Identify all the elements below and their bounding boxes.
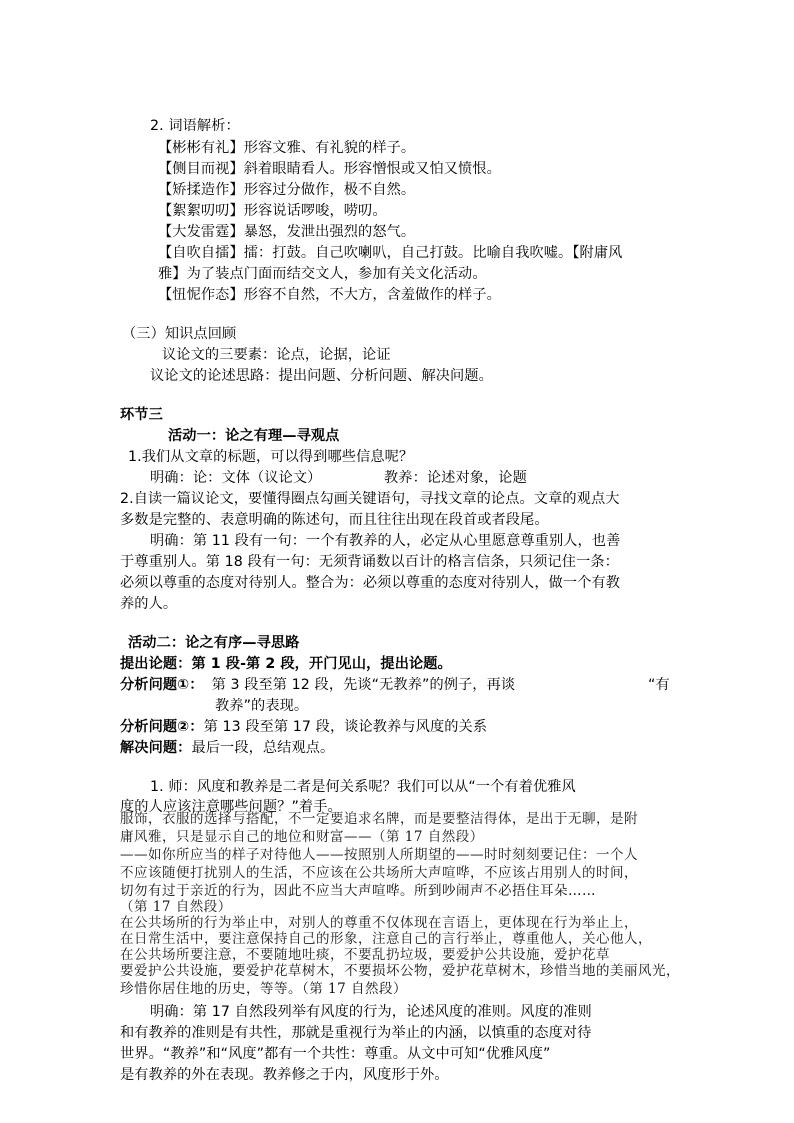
review-line: 议论文的三要素：论点，论据，论证: [162, 347, 391, 363]
review-line: 议论文的论述思路：提出问题、分析问题、解决问题。: [150, 368, 493, 384]
scanned-excerpt-line: （第 17 自然段）: [120, 899, 232, 915]
review-heading: （三）知识点回顾: [122, 326, 237, 342]
answer-line: 养的人。: [120, 596, 178, 612]
question-line: 多数是完整的、表意明确的陈述句，而且往往出现在段首或者段尾。: [120, 512, 549, 528]
analyze1-text: 第 3 段至第 12 段，先谈“无教养”的例子，再谈: [211, 677, 516, 693]
vocab-item: 【大发雷霆】暴怒，发泄出强烈的怒气。: [158, 224, 416, 240]
analyze2-line: [120, 717, 487, 737]
vocab-item: 【侧目而视】斜着眼睛看人。形容憎恨或又怕又愤恨。: [158, 161, 501, 177]
vocab-item: 【忸怩作态】形容不自然，不大方，含羞做作的样子。: [158, 287, 501, 303]
analyze2-label: 分析问题②：: [120, 719, 204, 735]
answer-line: 明确：第 11 段有一句：一个有教养的人，必定从心里愿意尊重别人，也善: [150, 533, 621, 549]
conclusion-line: 明确：第 17 自然段列举有风度的行为，论述风度的准则。风度的准则: [150, 1004, 592, 1020]
vocab-item: 【自吹自擂】擂：打鼓。自己吹喇叭，自己打鼓。比喻自我吹嘘。【附庸风: [158, 245, 623, 261]
scanned-excerpt-line: 在公共场所的行为举止中，对别人的尊重不仅体现在言语上，更体现在行为举止上，: [120, 915, 638, 931]
scanned-excerpt-line: 珍惜你居住地的历史，等等。（第 17 自然段）: [120, 981, 408, 997]
analyze1-line: [120, 675, 515, 695]
vocab-item: 【矫揉造作】形容过分做作，极不自然。: [158, 182, 416, 198]
question-line: 1.我们从文章的标题，可以得到哪些信息呢？: [128, 449, 414, 465]
analyze1-continuation: 教养”的表现。: [215, 698, 309, 714]
scanned-excerpt-line: 要爱护公共设施，要爱护花草树木，不要损坏公物，爱护花草树木，珍惜当地的美丽风光，: [120, 963, 680, 979]
analyze2-text: 第 13 段至第 17 段，谈论教养与风度的关系: [203, 719, 488, 735]
conclusion-line: 世界。“教养”和“风度”都有一个共性：尊重。从文中可知“优雅风度”: [120, 1046, 551, 1062]
raise-text: 提出论题：第 1 段-第 2 段，开门见山，提出论题。: [120, 656, 452, 672]
teacher-line: 度的人应该注意哪些问题？”着手。: [120, 799, 342, 815]
solve-line: [120, 738, 334, 758]
vocab-heading: 2. 词语解析：: [150, 118, 240, 134]
answer-line: 必须以尊重的态度对待别人。整合为：必须以尊重的态度对待别人，做一个有教: [120, 575, 621, 591]
analyze1-right: “有: [648, 677, 670, 693]
answer-line: 明确：论：文体（议论文）: [150, 470, 322, 486]
scanned-excerpt-line: 在日常生活中，要注意保持自己的形象，注意自己的言行举止，尊重他人，关心他人，: [120, 931, 652, 947]
answer-line: 于尊重别人。第 18 段有一句：无须背诵数以百计的格言信条，只须记住一条：: [120, 554, 619, 570]
conclusion-line: 是有教养的外在表现。教养修之于内，风度形于外。: [120, 1067, 449, 1083]
question-line: 2.自读一篇议论文，要懂得圈点勾画关键语句，寻找文章的论点。文章的观点大: [120, 491, 620, 507]
analyze1-label: 分析问题①：: [120, 677, 204, 693]
scanned-excerpt-line: 切勿有过于亲近的行为，因此不应当大声喧哗。所到吵闹声不必捂住耳朵……: [120, 883, 596, 899]
scanned-excerpt-line: 庸风雅，只是显示自己的地位和财富——（第 17 自然段）: [120, 829, 484, 845]
teacher-line: 1. 师：风度和教养是二者是何关系呢？我们可以从“一个有着优雅风: [150, 779, 576, 795]
conclusion-line: 和有教养的准则是有共性，那就是重视行为举止的内涵，以慎重的态度对待: [120, 1025, 592, 1041]
vocab-item: 【彬彬有礼】形容文雅、有礼貌的样子。: [158, 140, 416, 156]
vocab-item: 雅】为了装点门面而结交文人，参加有关文化活动。: [158, 266, 487, 282]
answer-line: 教养：论述对象，论题: [384, 470, 527, 486]
scanned-excerpt-line: 服饰，衣服的选择与搭配，不一定要追求名牌，而是要整洁得体，是出于无聊，是附: [120, 811, 638, 827]
vocab-item: 【絮絮叨叨】形容说话啰唆，唠叨。: [158, 203, 387, 219]
solve-label: 解决问题：: [120, 740, 192, 756]
scanned-excerpt-line: ——如你所应当的样子对待他人——按照别人所期望的——时时刻刻要记住：一个人: [120, 847, 638, 863]
scanned-excerpt-line: 在公共场所要注意，不要随地吐痰，不要乱扔垃圾，要爱护公共设施，爱护花草: [120, 947, 610, 963]
solve-text: 最后一段，总结观点。: [191, 740, 335, 756]
section-heading: 环节三: [120, 407, 163, 423]
scanned-excerpt-line: 不应该随便打扰别人的生活，不应该在公共场所大声喧哗，不应该占用别人的时间，: [120, 865, 638, 881]
raise-line: [120, 654, 452, 674]
activity1-title: 活动一：论之有理—寻观点: [168, 428, 340, 444]
activity2-title: 活动二：论之有序—寻思路: [128, 635, 300, 651]
